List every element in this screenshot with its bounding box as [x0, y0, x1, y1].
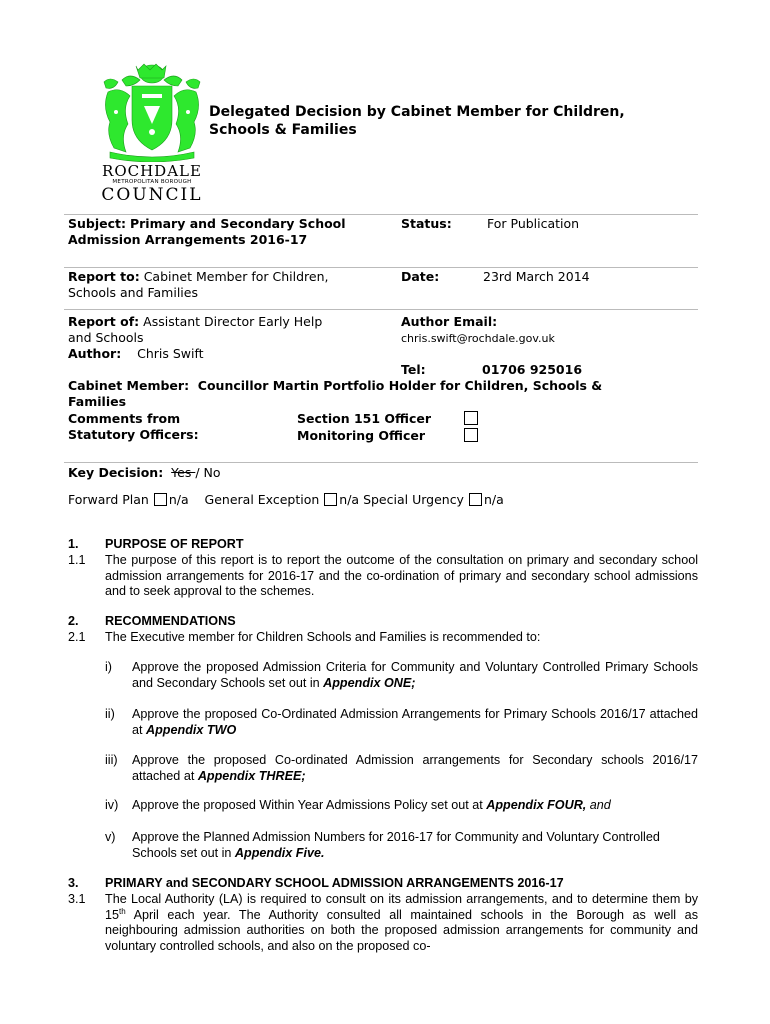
- comments-label-line2: Statutory Officers:: [68, 427, 199, 442]
- subject-value-line2: Admission Arrangements 2016-17: [68, 232, 308, 247]
- s1-number: 1.: [68, 537, 79, 551]
- cabinet-member-value-line1: Councillor Martin Portfolio Holder for Children, Schools &: [197, 378, 603, 393]
- recommendation-item-2-number: ii): [105, 707, 115, 721]
- key-decision-label: Key Decision:: [68, 465, 164, 480]
- status-value: For Publication: [487, 216, 580, 231]
- key-decision-row: [68, 465, 221, 481]
- logo-rochdale: ROCHDALE: [102, 162, 202, 180]
- cabinet-member-label: Cabinet Member:: [68, 378, 190, 393]
- recommendation-item-1-number: i): [105, 660, 112, 674]
- recommendation-item-3-text: Approve the proposed Co-ordinated Admission arrangements for Secondary schools 2016/17 attached at: [132, 753, 698, 783]
- s1-text: The purpose of this report is to report the outcome of the consultation on primary and secondary school admission arrangements for 2016-17 and the co-ordination of primary and secondary school admissions and to seek approval to the schemes.: [105, 553, 698, 598]
- recommendation-item-4-ref: Appendix FOUR,: [486, 798, 587, 812]
- report-of-cell: [68, 314, 398, 362]
- table-rule-2: [64, 267, 698, 268]
- s2-sub-number: 2.1: [68, 630, 86, 644]
- forward-plan-value: n/a: [168, 492, 189, 507]
- report-to-value-line2: Schools and Families: [68, 285, 198, 300]
- s1-sub-number: 1.1: [68, 553, 86, 567]
- key-decision-no: / No: [195, 465, 221, 480]
- forward-plan-row: [68, 492, 504, 508]
- report-of-value-line2: and Schools: [68, 330, 144, 345]
- author-email-label: Author Email:: [401, 314, 498, 329]
- subject-value-line1: Primary and Secondary School: [129, 216, 346, 231]
- s3-number: 3.: [68, 876, 79, 890]
- report-to-value-line1: Cabinet Member for Children,: [143, 269, 329, 284]
- recommendation-item-3-number: iii): [105, 753, 118, 767]
- recommendation-item-1-text: Approve the proposed Admission Criteria for Community and Voluntary Controlled Primary Schools and Secondary Schools set out in: [132, 660, 698, 690]
- comments-label-line1: Comments from: [68, 411, 181, 426]
- special-urgency-value: n/a: [483, 492, 504, 507]
- table-rule-top: [64, 214, 698, 215]
- s3-text-part2: April each year. The Authority consulted all maintained schools in the Borough as well as neighbouring admission authorities on both the proposed admission arrangements for community and voluntary controlled schools, and also on the proposed co-: [105, 907, 698, 953]
- section151-checkbox[interactable]: [464, 411, 478, 425]
- date-value: 23rd March 2014: [483, 269, 590, 284]
- author-email-value[interactable]: chris.swift@rochdale.gov.uk: [401, 332, 555, 345]
- general-exception-value: n/a: [339, 492, 360, 507]
- special-urgency-label: Special Urgency: [363, 492, 464, 507]
- recommendation-item-3-ref: Appendix THREE;: [197, 768, 306, 783]
- cabinet-member-value-line2: Families: [68, 394, 127, 409]
- tel-value: 01706 925016: [482, 362, 583, 377]
- logo-metropolitan-borough: METROPOLITAN BOROUGH: [112, 179, 192, 185]
- report-to-cell: [68, 269, 398, 301]
- recommendation-item-1: [132, 660, 698, 691]
- general-exception-label: General Exception: [204, 492, 320, 507]
- page-title-line2: Schools & Families: [209, 122, 357, 138]
- s3-heading: PRIMARY and SECONDARY SCHOOL ADMISSION ARRANGEMENTS 2016-17: [105, 876, 564, 890]
- subject-label: Subject:: [68, 216, 126, 231]
- key-decision-yes: Yes: [171, 465, 196, 480]
- recommendation-item-4-text: Approve the proposed Within Year Admissions Policy set out at: [132, 798, 487, 812]
- recommendation-item-5: [132, 830, 698, 861]
- subject-cell: [68, 216, 398, 248]
- date-label: Date:: [401, 269, 440, 284]
- general-exception-checkbox[interactable]: [324, 493, 337, 506]
- report-of-label: Report of:: [68, 314, 140, 329]
- special-urgency-checkbox[interactable]: [469, 493, 482, 506]
- s3-text-part1: The Local Authority (LA) is required to consult on its admission arrangements, and to determine them by 15: [105, 892, 698, 922]
- report-of-value-line1: Assistant Director Early Help: [143, 314, 323, 329]
- logo-council: COUNCIL: [101, 185, 203, 205]
- s3-text-superscript: th: [119, 906, 126, 916]
- forward-plan-checkbox[interactable]: [154, 493, 167, 506]
- council-logo: [100, 62, 204, 205]
- section151-label: Section 151 Officer: [297, 411, 432, 426]
- monitoring-officer-checkbox[interactable]: [464, 428, 478, 442]
- status-label: Status:: [401, 216, 452, 231]
- s2-number: 2.: [68, 614, 79, 628]
- table-rule-3: [64, 309, 698, 310]
- page-title: [209, 103, 729, 139]
- coat-of-arms-icon: [100, 62, 204, 162]
- recommendation-item-2-ref: Appendix TWO: [146, 722, 237, 737]
- recommendation-item-3: [132, 753, 698, 784]
- comments-label: [68, 411, 199, 443]
- recommendation-item-5-ref: Appendix Five.: [234, 845, 325, 860]
- author-label: Author:: [68, 346, 122, 361]
- monitoring-officer-label: Monitoring Officer: [297, 428, 426, 443]
- page-title-line1: Delegated Decision by Cabinet Member for Children,: [209, 104, 625, 120]
- recommendation-item-1-ref: Appendix ONE;: [323, 675, 416, 690]
- recommendation-item-4: [132, 798, 698, 814]
- s3-text: [105, 892, 698, 954]
- tel-label: Tel:: [401, 362, 426, 377]
- recommendation-item-2-text: Approve the proposed Co-Ordinated Admission Arrangements for Primary Schools 2016/17 attached at: [132, 707, 698, 737]
- recommendation-item-4-number: iv): [105, 798, 119, 812]
- cabinet-member-cell: [68, 378, 708, 410]
- s2-heading: RECOMMENDATIONS: [105, 614, 236, 628]
- report-to-label: Report to:: [68, 269, 140, 284]
- author-value: Chris Swift: [137, 346, 204, 361]
- recommendation-item-2: [132, 707, 698, 738]
- s3-sub-number: 3.1: [68, 892, 86, 906]
- recommendation-item-4-tail: and: [586, 798, 611, 812]
- s2-text: The Executive member for Children Schools and Families is recommended to:: [105, 630, 541, 644]
- recommendation-item-5-number: v): [105, 830, 116, 844]
- table-rule-4: [64, 462, 698, 463]
- recommendation-item-5-text: Approve the Planned Admission Numbers for 2016-17 for Community and Voluntary Controlled Schools set out in: [132, 830, 660, 860]
- s1-heading: PURPOSE OF REPORT: [105, 537, 244, 551]
- forward-plan-label: Forward Plan: [68, 492, 149, 507]
